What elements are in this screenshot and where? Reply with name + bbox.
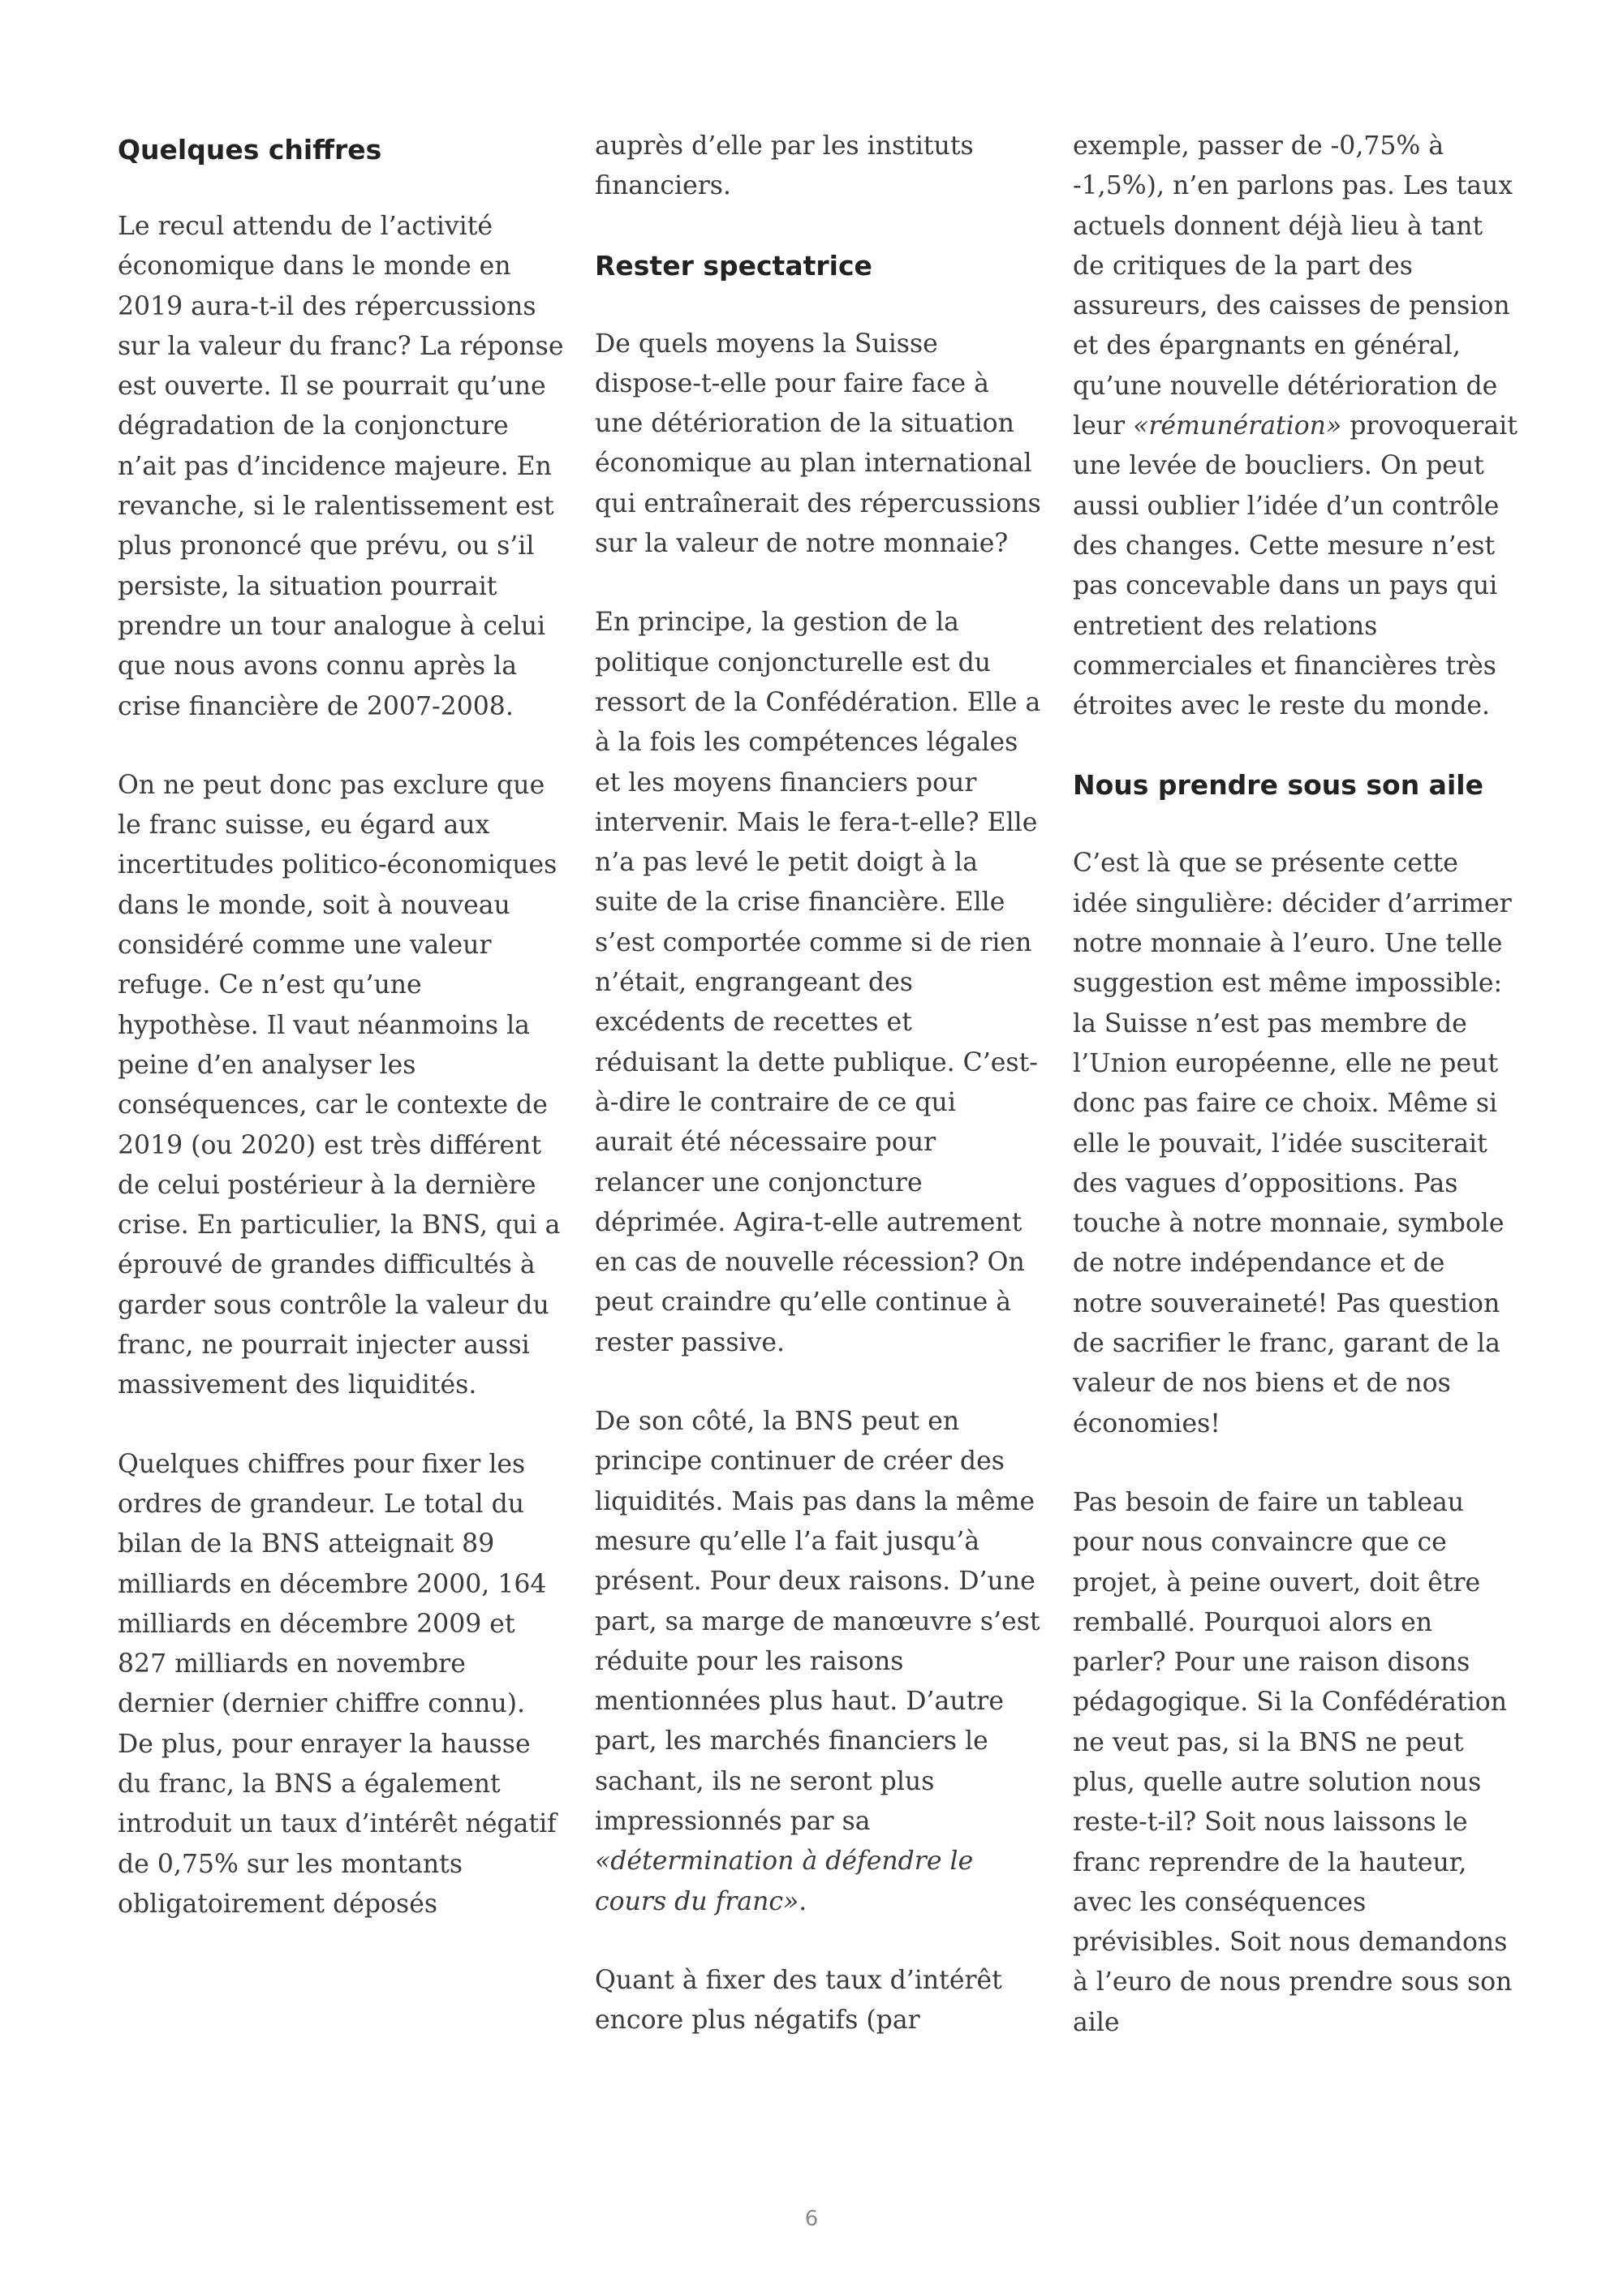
column-3 <box>1073 127 1519 2082</box>
paragraph-continuation <box>1073 127 1519 726</box>
paragraph-continuation: auprès d’elle par les instituts financiers. <box>595 131 974 201</box>
paragraph: On ne peut donc pas exclure que le franc suisse, eu égard aux incertitudes politico-économiques dans le monde, soit à nouveau considéré comme une valeur refuge. Ce n’est qu’une hypothèse. Il vaut néanmoins la peine d’en analyser les conséquences, car le contexte de 2019 (ou 2020) est très différent de celui postérieur à la dernière crise. En particulier, la BNS, qui a éprouvé de grandes difficultés à garder sous contrôle la valeur du franc, ne pourrait injecter aussi massivement des liquidités. <box>118 770 561 1400</box>
paragraph: Le recul attendu de l’activité économique dans le monde en 2019 aura-t-il des répercussions sur la valeur du franc? La réponse est ouverte. Il se pourrait qu’une dégradation de la conjoncture n’ait pas d’incidence majeure. En revanche, si le ralentissement est plus prononcé que prévu, ou s’il persiste, la situation pourrait prendre un tour analogue à celui que nous avons connu après la crise financière de 2007-2008. <box>118 212 564 721</box>
paragraph: En principe, la gestion de la politique conjoncturelle est du ressort de la Confédération. Elle a à la fois les compétences légales et les moyens financiers pour intervenir. Mais le fera-t-elle? Elle n’a pas levé le petit doigt à la suite de la crise financière. Elle s’est comportée comme si de rien n’était, engrangeant des excédents de recettes et réduisant la dette publique. C’est-à-dire le contraire de ce qui aurait été nécessaire pour relancer une conjoncture déprimée. Agira-t-elle autrement en cas de nouvelle récession? On peut craindre qu’elle continue à rester passive. <box>595 608 1041 1357</box>
paragraph: Pas besoin de faire un tableau pour nous convaincre que ce projet, à peine ouvert, doit être remballé. Pourquoi alors en parler? Pour une raison disons pédagogique. Si la Confédération ne veut pas, si la BNS ne peut plus, quelle autre solution nous reste-t-il? Soit nous laissons le franc reprendre de la hauteur, avec les conséquences prévisibles. Soit nous demandons à l’euro de nous prendre sous son aile <box>1073 1487 1513 2037</box>
paragraph <box>595 1402 1041 1922</box>
paragraph: Quelques chiffres pour fixer les ordres de grandeur. Le total du bilan de la BNS atteignait 89 milliards en décembre 2000, 164 milliards en décembre 2009 et 827 milliards en novembre dernier (dernier chiffre connu). De plus, pour enrayer la hausse du franc, la BNS a également introduit un taux d’intérêt négatif de 0,75% sur les montants obligatoirement déposés <box>118 1449 557 1919</box>
quote: «détermination à défendre le cours du franc» <box>595 1847 974 1916</box>
page-number: 6 <box>804 2207 819 2231</box>
column-1 <box>118 130 564 1963</box>
section-heading-quelques-chiffres: Quelques chiffres <box>118 134 382 166</box>
paragraph: C’est là que se présente cette idée singulière: décider d’arrimer notre monnaie à l’euro. Une telle suggestion est même impossible: la Suisse n’est pas membre de l’Union européenne, elle ne peut donc pas faire ce choix. Même si elle le pouvait, l’idée susciterait des vagues d’oppositions. Pas touche à notre monnaie, symbole de notre indépendance et de notre souveraineté! Pas question de sacrifier le franc, garant de la valeur de nos biens et de nos économies! <box>1073 849 1512 1438</box>
paragraph-text: provoquerait une levée de boucliers. On peut aussi oublier l’idée d’un contrôle des changes. Cette mesure n’est pas concevable dans un pays qui entretient des relations commerciales et financières très étroites avec le reste du monde. <box>1073 411 1518 721</box>
paragraph-text: De son côté, la BNS peut en principe continuer de créer des liquidités. Mais pas dans la même mesure qu’elle l’a fait jusqu’à présent. Pour deux raisons. D’une part, sa marge de manœuvre s’est réduite pour les raisons mentionnées plus haut. D’autre part, les marchés financiers le sachant, ils ne seront plus impressionnés par sa <box>595 1407 1040 1836</box>
section-heading-rester-spectatrice: Rester spectatrice <box>595 249 872 282</box>
quote: «rémunération» <box>1133 411 1342 441</box>
paragraph-text: . <box>799 1886 807 1916</box>
paragraph: De quels moyens la Suisse dispose-t-elle pour faire face à une détérioration de la situation économique au plan international qui entraînerait des répercussions sur la valeur de notre monnaie? <box>595 329 1041 559</box>
section-heading-nous-prendre-sous-son-aile: Nous prendre sous son aile <box>1073 769 1483 802</box>
paragraph-text: exemple, passer de -0,75% à -1,5%), n’en parlons pas. Les taux actuels donnent déjà lieu à tant de critiques de la part des assureurs, des caisses de pension et des épargnants en général, qu’une nouvelle détérioration de leur <box>1073 131 1513 441</box>
paragraph: Quant à fixer des taux d’intérêt encore plus négatifs (par <box>595 1965 1002 2036</box>
column-2 <box>595 127 1041 2079</box>
